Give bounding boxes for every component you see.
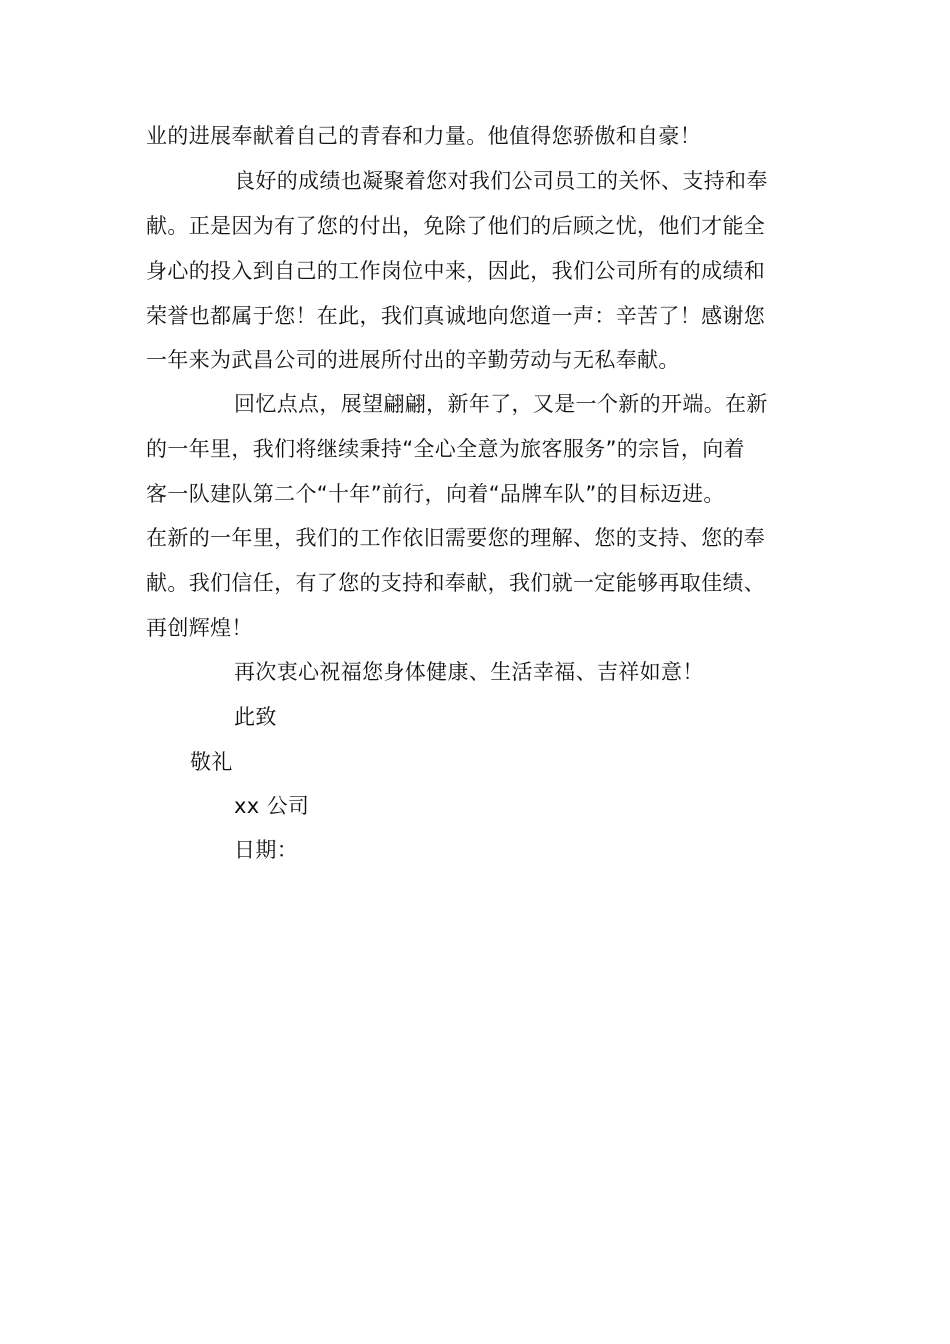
salutation-jingli: 敬礼: [190, 750, 233, 774]
salutation-cizhi: 此致: [234, 705, 277, 729]
blessing-line: 再次衷心祝福您身体健康、生活幸福、吉祥如意！: [234, 660, 704, 684]
paragraph-line: 献。我们信任，有了您的支持和奉献，我们就一定能够再取佳绩、: [146, 571, 766, 595]
paragraph-line: 献。正是因为有了您的付出，免除了他们的后顾之忧，他们才能全: [146, 214, 766, 238]
paragraph-line: 良好的成绩也凝聚着您对我们公司员工的关怀、支持和奉: [234, 169, 768, 193]
paragraph-line: 的一年里，我们将继续秉持“全心全意为旅客服务”的宗旨，向着: [146, 437, 745, 461]
date-label: 日期：: [234, 838, 299, 862]
paragraph-line: 一年来为武昌公司的进展所付出的辛勤劳动与无私奉献。: [146, 348, 680, 372]
paragraph-line: 客一队建队第二个“十年”前行，向着“品牌车队”的目标迈进。: [146, 482, 725, 506]
paragraph-line: 再创辉煌！: [146, 616, 253, 640]
paragraph-line: 荣誉也都属于您！在此，我们真诚地向您道一声：辛苦了！感谢您: [146, 304, 766, 328]
signature-company: xx 公司: [234, 794, 310, 818]
paragraph-line: 业的进展奉献着自己的青春和力量。他值得您骄傲和自豪！: [146, 124, 702, 148]
paragraph-line: 在新的一年里，我们的工作依旧需要您的理解、您的支持、您的奉: [146, 526, 766, 550]
paragraph-line: 身心的投入到自己的工作岗位中来，因此，我们公司所有的成绩和: [146, 259, 766, 283]
paragraph-line: 回忆点点，展望翩翩，新年了，又是一个新的开端。在新: [234, 392, 768, 416]
